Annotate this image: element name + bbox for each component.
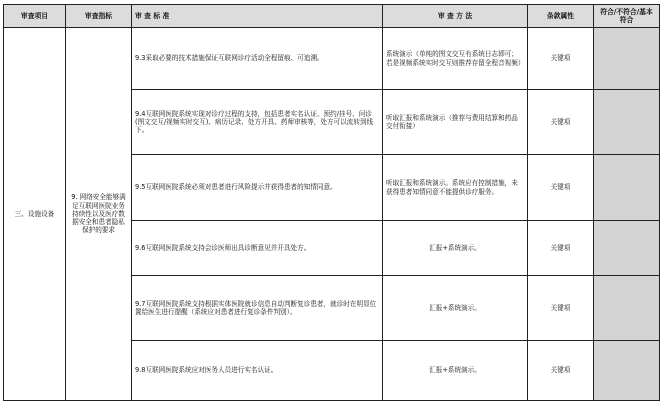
attribute-cell: 关键项 [528, 276, 594, 341]
method-cell: 汇报+系统演示。 [383, 221, 528, 276]
attribute-cell: 关键项 [528, 28, 594, 90]
standard-cell: 9.3采取必要的技术措施保证互联网诊疗活动全程留痕、可追溯。 [132, 28, 383, 90]
attribute-cell: 关键项 [528, 90, 594, 155]
table-row [4, 28, 660, 90]
header-indicator: 审查指标 [66, 5, 132, 28]
attribute-cell: 关键项 [528, 341, 594, 401]
header-standard: 审 查 标 准 [132, 5, 383, 28]
conformity-cell[interactable] [594, 276, 660, 341]
method-cell: 系统演示（单纯的图文交互有系统日志即可；若是视频系统实时交互则推荐存留全程音视频） [383, 28, 528, 90]
method-cell: 听取汇报和系统演示（推荐与费用结算和药品交付衔接） [383, 90, 528, 155]
conformity-cell[interactable] [594, 90, 660, 155]
method-cell: 听取汇报和系统演示。系统应有控制措施，未获得患者知情同意不能提供诊疗服务。 [383, 155, 528, 221]
standard-cell: 9.4互联网医院系统实现对诊疗过程的支持，包括患者实名认证、预约/挂号、问诊(图文交互/视频实时交互)、病历记录、处方开具、药师审核等，处方可以流转到线下。 [132, 90, 383, 155]
conformity-cell[interactable] [594, 221, 660, 276]
conformity-cell[interactable] [594, 28, 660, 90]
attribute-cell: 关键项 [528, 155, 594, 221]
method-cell: 汇报+系统演示。 [383, 341, 528, 401]
standard-cell: 9.5互联网医院系统必须对患者进行风险提示并获得患者的知情同意。 [132, 155, 383, 221]
header-method: 审 查 方 法 [383, 5, 528, 28]
standard-cell: 9.7互联网医院系统支持根据实体医院就诊信息自动判断复诊患者，就诊时在明显位置给医生进行提醒（系统应对患者进行复诊条件判别）。 [132, 276, 383, 341]
conformity-cell[interactable] [594, 341, 660, 401]
header-attribute: 条款属性 [528, 5, 594, 28]
standard-cell: 9.6互联网医院系统支持会诊医师出具诊断意见并开具处方。 [132, 221, 383, 276]
header-conformity: 符合/不符合/基本符合 [594, 5, 660, 28]
audit-standard-table [3, 4, 660, 401]
header-item: 审查项目 [4, 5, 66, 28]
audit-item-cell: 三、设施设备 [4, 28, 66, 401]
audit-indicator-cell: 9. 网络安全能够满足互联网医院业务持续性以及医疗数据安全和患者隐私保护的要求 [66, 28, 132, 401]
attribute-cell: 关键项 [528, 221, 594, 276]
standard-cell: 9.8互联网医院系统应对医务人员进行实名认证。 [132, 341, 383, 401]
conformity-cell[interactable] [594, 155, 660, 221]
table-header-row [4, 5, 660, 28]
method-cell: 汇报+系统演示。 [383, 276, 528, 341]
